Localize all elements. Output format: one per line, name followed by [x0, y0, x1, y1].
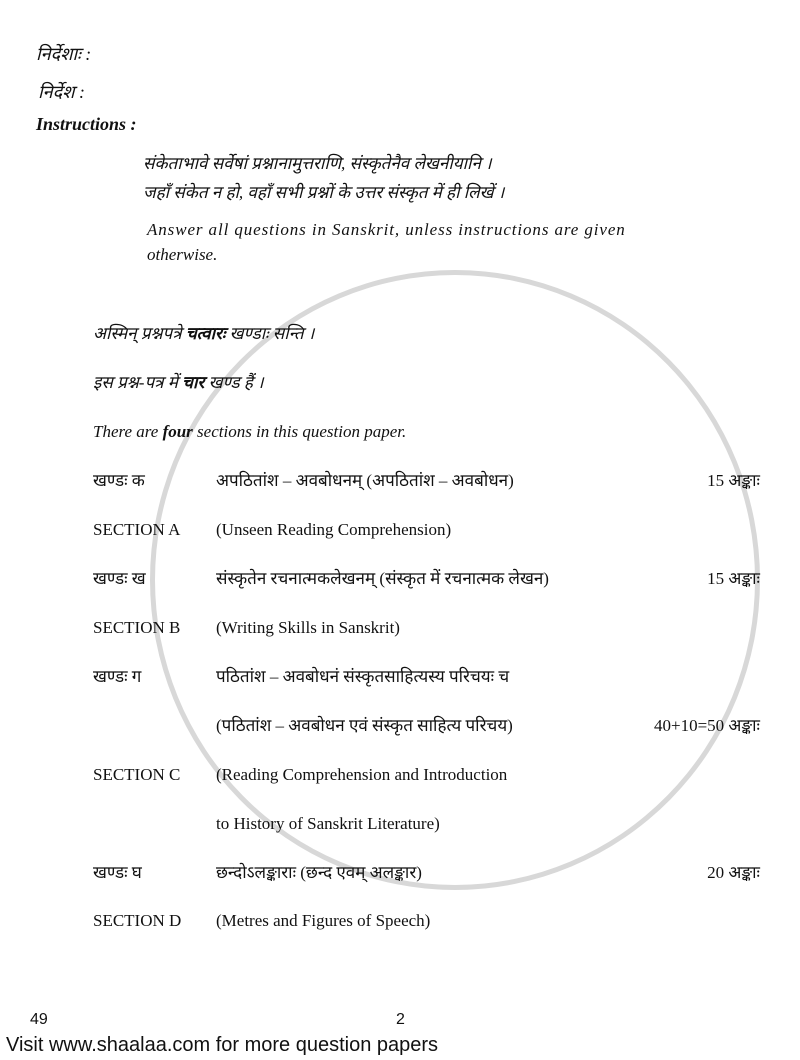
text: There are	[93, 422, 163, 441]
section-c-english-title-line2: to History of Sanskrit Literature)	[216, 814, 440, 833]
section-c-hindi-title: पठितांश – अवबोधनं संस्कृतसाहित्यस्य परिचयः च	[216, 667, 510, 686]
text: खण्ड हैं ।	[204, 373, 264, 392]
section-b-english-title: (Writing Skills in Sanskrit)	[216, 618, 400, 637]
section-b-english-label: SECTION B	[93, 618, 181, 637]
section-d-english-title: (Metres and Figures of Speech)	[216, 911, 431, 930]
paper-code: 49	[30, 1011, 48, 1028]
section-d-hindi-label: खण्डः घ	[93, 863, 142, 882]
bold-text: चत्वारः	[185, 324, 226, 343]
section-a-english-title: (Unseen Reading Comprehension)	[216, 520, 452, 539]
section-d-hindi-title: छन्दोऽलङ्काराः (छन्द एवम् अलङ्कार)	[216, 863, 422, 882]
section-b-hindi-label: खण्डः ख	[93, 569, 146, 588]
sections-intro-hindi	[93, 373, 264, 393]
section-c-hindi-label: खण्डः ग	[93, 667, 142, 686]
text: इस प्रश्न-पत्र में	[93, 373, 183, 392]
text: sections in this question paper.	[192, 422, 407, 441]
page-number: 2	[396, 1011, 405, 1028]
section-a-english-label: SECTION A	[93, 520, 181, 539]
instruction-hindi: जहाँ संकेत न हो, वहाँ सभी प्रश्नों के उत्तर संस्कृत में ही लिखें ।	[143, 183, 505, 202]
text: खण्डाः सन्ति ।	[225, 324, 315, 343]
section-b-marks: 15 अङ्काः	[707, 569, 760, 588]
hindi-instructions-label: निर्देश :	[38, 82, 85, 102]
section-a-marks: 15 अङ्काः	[707, 471, 760, 490]
section-c-english-label: SECTION C	[93, 765, 181, 784]
section-c-hindi-title-line2: (पठितांश – अवबोधन एवं संस्कृत साहित्य परिचय)	[216, 716, 513, 735]
sanskrit-instructions-label: निर्देशाः :	[36, 44, 92, 64]
instruction-english-line1: Answer all questions in Sanskrit, unless instructions are given	[147, 220, 626, 239]
bold-text: चार	[182, 373, 205, 392]
bold-text: four	[162, 422, 193, 441]
english-instructions-label: Instructions :	[36, 114, 137, 134]
section-a-hindi-title: अपठितांश – अवबोधनम् (अपठितांश – अवबोधन)	[216, 471, 514, 490]
text: अस्मिन् प्रश्नपत्रे	[93, 324, 186, 343]
section-c-marks: 40+10=50 अङ्काः	[653, 716, 760, 735]
footer-promo-link[interactable]: Visit www.shaalaa.com for more question papers	[6, 1034, 439, 1056]
section-b-hindi-title: संस्कृतेन रचनात्मकलेखनम् (संस्कृत में रचनात्मक लेखन)	[216, 569, 549, 588]
instruction-english-line2: otherwise.	[147, 245, 218, 264]
sections-intro-sanskrit	[93, 324, 314, 344]
instruction-sanskrit: संकेताभावे सर्वेषां प्रश्नानामुत्तराणि, संस्कृतेनैव लेखनीयानि ।	[143, 154, 492, 173]
section-c-english-title: (Reading Comprehension and Introduction	[216, 765, 508, 784]
section-a-hindi-label: खण्डः क	[93, 471, 145, 490]
section-d-marks: 20 अङ्काः	[707, 863, 760, 882]
sections-intro-english	[93, 422, 406, 442]
section-d-english-label: SECTION D	[93, 911, 182, 930]
